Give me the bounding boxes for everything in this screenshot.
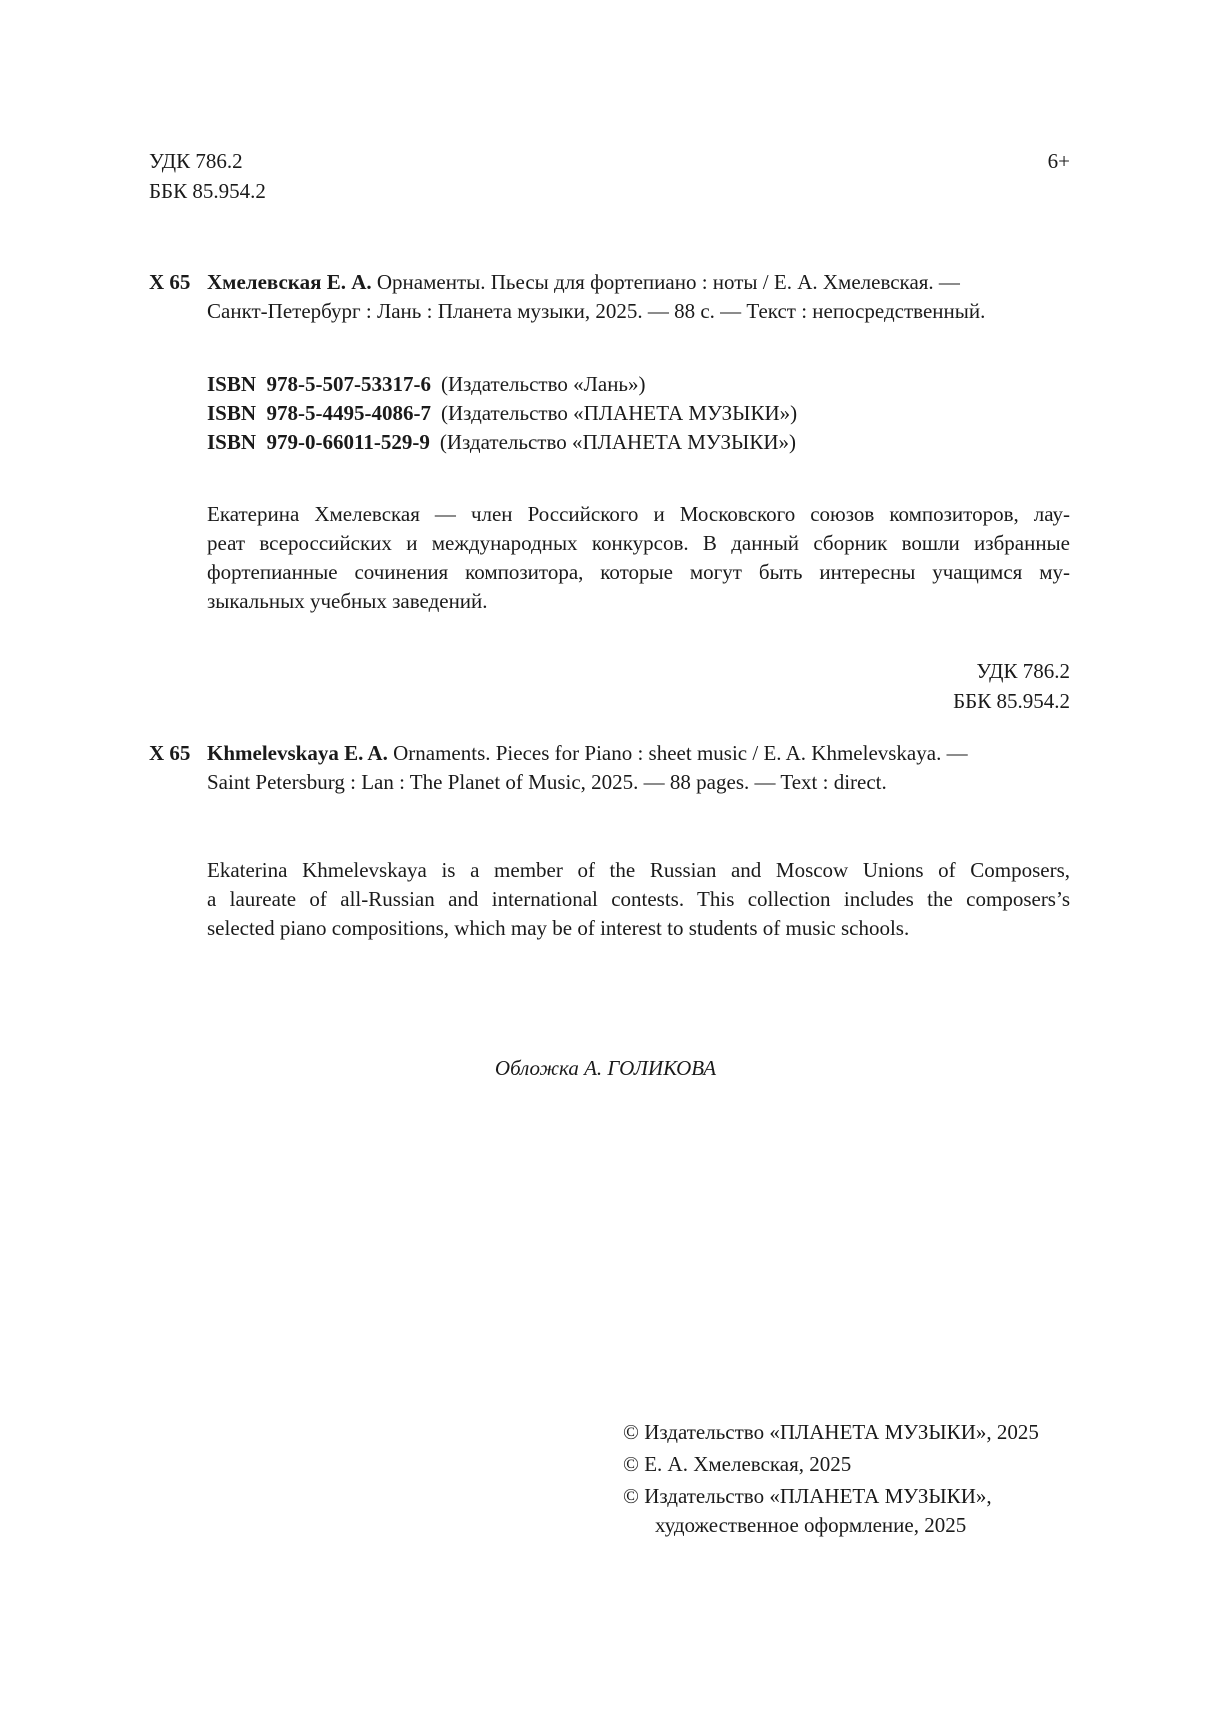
copyright-block bbox=[623, 1418, 1039, 1543]
bbk-code: ББК 85.954.2 bbox=[149, 179, 266, 203]
udk-code: УДК 786.2 bbox=[976, 659, 1070, 683]
isbn-row: ISBN 978-5-507-53317-6 (Издательство «Лань») bbox=[207, 372, 646, 396]
udk-code: УДК 786.2 bbox=[149, 149, 243, 173]
annotation-line: зыкальных учебных заведений. bbox=[207, 589, 488, 613]
copyright-line: © Издательство «ПЛАНЕТА МУЗЫКИ», bbox=[623, 1484, 992, 1508]
title-line: Ornaments. Pieces for Piano : sheet music / E. A. Khmelevskaya. — bbox=[387, 741, 968, 765]
isbn-row: ISBN 978-5-4495-4086-7 (Издательство «ПЛАНЕТА МУЗЫКИ») bbox=[207, 401, 798, 425]
annotation-ru bbox=[207, 500, 1070, 616]
title-line: Орнаменты. Пьесы для фортепиано : ноты / Е. А. Хмелевская. — bbox=[371, 270, 960, 294]
cover-credit: Обложка А. ГОЛИКОВА bbox=[494, 1056, 717, 1080]
author-sign: Х 65 bbox=[149, 741, 191, 765]
bbk-code: ББК 85.954.2 bbox=[953, 689, 1070, 713]
classification-right bbox=[953, 657, 1070, 717]
age-rating: 6+ bbox=[1047, 149, 1070, 173]
imprint-line: Санкт-Петербург : Лань : Планета музыки, 2025. — 88 с. — Текст : непосредственный. bbox=[207, 299, 986, 323]
author-name: Хмелевская Е. А. bbox=[207, 270, 372, 294]
isbn-list bbox=[207, 370, 797, 457]
annotation-line: Екатерина Хмелевская — член Российского и Московского союзов композиторов, лау- bbox=[207, 502, 1070, 526]
copyright-line: © Е. А. Хмелевская, 2025 bbox=[623, 1452, 852, 1476]
annotation-line: фортепианные сочинения композитора, которые могут быть интересны учащимся му- bbox=[207, 560, 1070, 584]
classification-left bbox=[149, 147, 266, 207]
bibliographic-entry-en bbox=[149, 739, 1070, 797]
annotation-line: a laureate of all-Russian and international contests. This collection includes the composers’s bbox=[207, 887, 1070, 911]
author-name: Khmelevskaya E. A. bbox=[207, 741, 388, 765]
annotation-en bbox=[207, 856, 1070, 943]
annotation-line: selected piano compositions, which may be of interest to students of music schools. bbox=[207, 916, 910, 940]
bibliographic-entry-ru bbox=[149, 268, 1070, 326]
copyright-line: © Издательство «ПЛАНЕТА МУЗЫКИ», 2025 bbox=[623, 1420, 1039, 1444]
isbn-row: ISBN 979-0-66011-529-9 (Издательство «ПЛАНЕТА МУЗЫКИ») bbox=[207, 430, 796, 454]
annotation-line: реат всероссийских и международных конкурсов. В данный сборник вошли избранные bbox=[207, 531, 1070, 555]
annotation-line: Ekaterina Khmelevskaya is a member of the Russian and Moscow Unions of Composers, bbox=[207, 858, 1070, 882]
imprint-line: Saint Petersburg : Lan : The Planet of Music, 2025. — 88 pages. — Text : direct. bbox=[207, 770, 887, 794]
copyright-line: художественное оформление, 2025 bbox=[655, 1513, 967, 1537]
author-sign: Х 65 bbox=[149, 270, 191, 294]
